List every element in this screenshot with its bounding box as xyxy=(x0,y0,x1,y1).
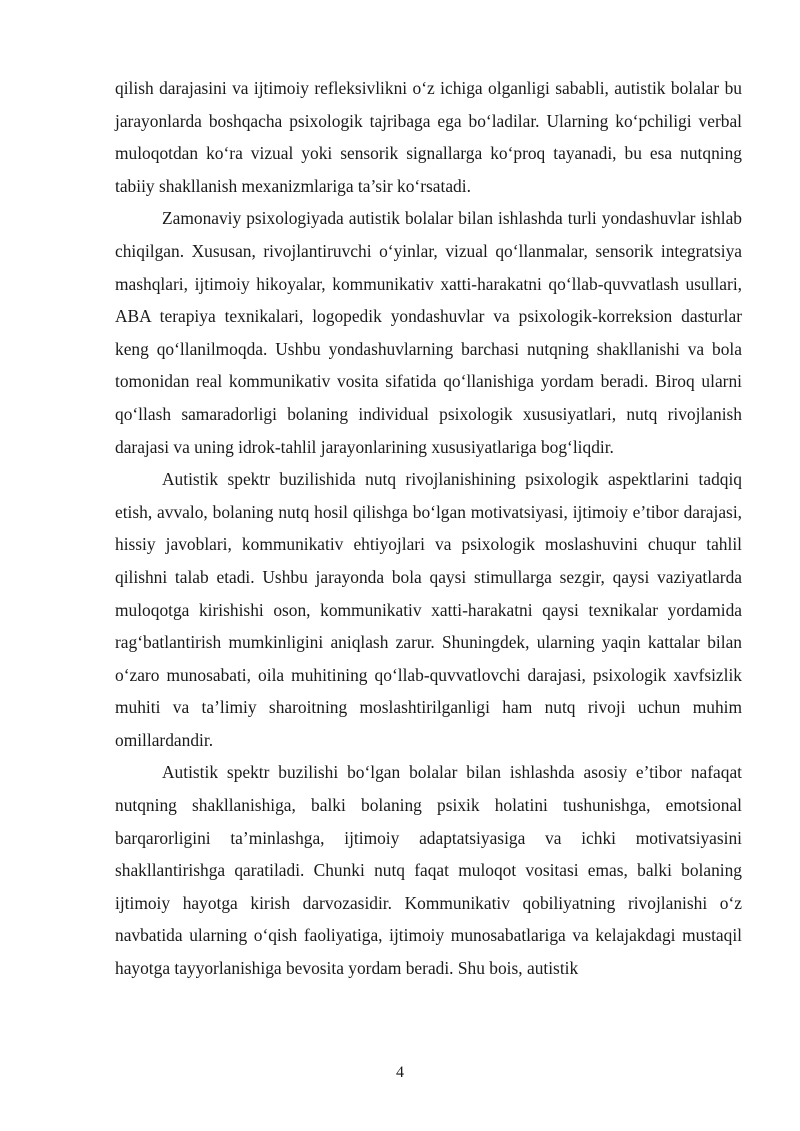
paragraph-continuation: qilish darajasini va ijtimoiy refleksivlikni o‘z ichiga olganligi sababli, autistik bolalar bu jarayonlarda boshqacha psixologik tajribaga ega bo‘ladilar. Ularning ko‘pchiligi verbal muloqotdan ko‘ra vizual yoki sensorik signallarga ko‘proq tayanadi, bu esa nutqning tabiiy shakllanish mexanizmlariga ta’sir ko‘rsatadi. xyxy=(115,78,742,196)
page-number: 4 xyxy=(396,1064,404,1081)
document-body xyxy=(115,72,742,985)
paragraph: Autistik spektr buzilishida nutq rivojlanishining psixologik aspektlarini tadqiq etish, avvalo, bolaning nutq hosil qilishga bo‘lgan motivatsiyasi, ijtimoiy e’tibor darajasi, hissiy javoblari, kommunikativ ehtiyojlari va psixologik moslashuvini chuqur tahlil qilishni talab etadi. Ushbu jarayonda bola qaysi stimullarga sezgir, qaysi vaziyatlarda muloqotga kirishishi oson, kommunikativ xatti-harakatni qaysi texnikalar yordamida rag‘batlantirish mumkinligini aniqlash zarur. Shuningdek, ularning yaqin kattalar bilan o‘zaro munosabati, oila muhitining qo‘llab-quvvatlovchi darajasi, psixologik xavfsizlik muhiti va ta’limiy sharoitning moslashtirilganligi ham nutq rivoji uchun muhim omillardandir. xyxy=(115,469,742,750)
paragraph: Autistik spektr buzilishi bo‘lgan bolalar bilan ishlashda asosiy e’tibor nafaqat nutqning shakllanishiga, balki bolaning psixik holatini tushunishga, emotsional barqarorligini ta’minlashga, ijtimoiy adaptatsiyasiga va ichki motivatsiyasini shakllantirishga qaratiladi. Chunki nutq faqat muloqot vositasi emas, balki bolaning ijtimoiy hayotga kirish darvozasidir. Kommunikativ qobiliyatning rivojlanishi o‘z navbatida ularning o‘qish faoliyatiga, ijtimoiy munosabatlariga va kelajakdagi mustaqil hayotga tayyorlanishiga bevosita yordam beradi. Shu bois, autistik xyxy=(115,762,742,979)
paragraph: Zamonaviy psixologiyada autistik bolalar bilan ishlashda turli yondashuvlar ishlab chiqilgan. Xususan, rivojlantiruvchi o‘yinlar, vizual qo‘llanmalar, sensorik integratsiya mashqlari, ijtimoiy hikoyalar, kommunikativ xatti-harakatni qo‘llab-quvvatlash usullari, ABA terapiya texnikalari, logopedik yondashuvlar va psixologik-korreksion dasturlar keng qo‘llanilmoqda. Ushbu yondashuvlarning barchasi nutqning shakllanishi va bola tomonidan real kommunikativ vosita sifatida qo‘llanishiga yordam beradi. Biroq ularni qo‘llash samaradorligi bolaning individual psixologik xususiyatlari, nutq rivojlanish darajasi va uning idrok-tahlil jarayonlarining xususiyatlariga bog‘liqdir. xyxy=(115,208,742,457)
